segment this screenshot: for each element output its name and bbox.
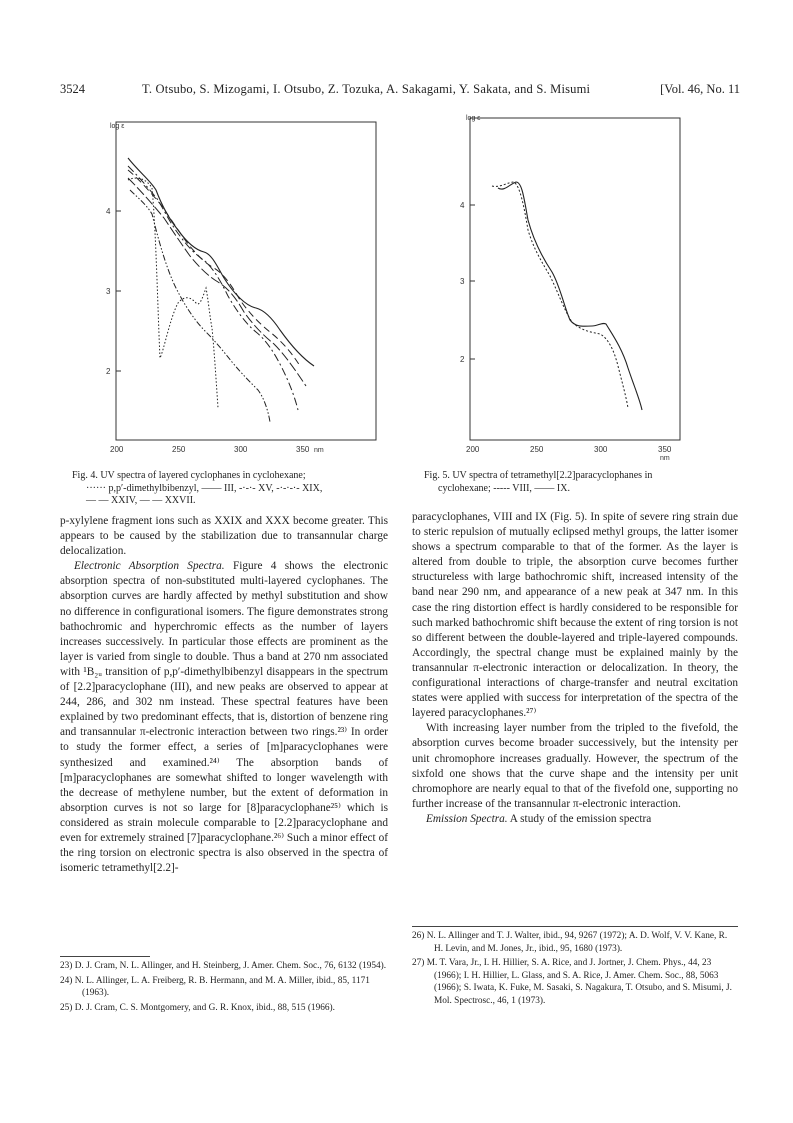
- footnote: 24) N. L. Allinger, L. A. Freiberg, R. B. Hermann, and M. A. Miller, ibid., 85, 1171 (1963).: [60, 975, 370, 998]
- fig4-caption-line: — — XXIV, — — XXVII.: [86, 495, 196, 506]
- fig5-xtick-250: 250: [530, 445, 544, 454]
- paragraph: With increasing layer number from the tripled to the fivefold, the absorption curves become broader successively, but the intensity per unit chromophore increases gradually. However, the spectrum of the sixfold one shows that the curve shape and the intensity per unit chromophore are nearly equal to that of the fivefold one, supporting no further increase of the transannular π-electronic interaction.: [412, 722, 738, 810]
- fig4-xtick-350: 350: [296, 445, 310, 454]
- fig4-curve-XXIV: [128, 170, 300, 366]
- page-number: 3524: [60, 82, 85, 96]
- fig5-caption-line: cyclohexane; ----- VIII, —— IX.: [438, 482, 570, 494]
- figure-4-caption: [72, 470, 392, 508]
- header-volume: [Vol. 46, No. 11: [660, 82, 740, 96]
- footnotes-right: [412, 930, 738, 1009]
- fig5-ytick-3: 3: [460, 277, 465, 286]
- fig5-xtick-300: 300: [594, 445, 608, 454]
- figure-4-plot: [100, 118, 390, 470]
- fig4-curve-XXVII: [128, 178, 306, 386]
- footnote: 23) D. J. Cram, N. L. Allinger, and H. Steinberg, J. Amer. Chem. Soc., 76, 6132 (1954).: [60, 961, 387, 971]
- left-column-body: [60, 514, 388, 876]
- fig5-xtick-200: 200: [466, 445, 480, 454]
- paragraph: [60, 559, 388, 876]
- fig4-curve-dimethylbibenzyl: [128, 178, 218, 408]
- fig4-xtick-300: 300: [234, 445, 248, 454]
- fig4-curve-XIX: [130, 190, 270, 422]
- figure-5-plot: [452, 110, 690, 462]
- figure-4: [100, 118, 390, 470]
- fig4-frame: [116, 122, 376, 440]
- paragraph: [412, 812, 738, 827]
- fig5-curve-VIII: [492, 182, 628, 408]
- fig5-xtick-350: 350: [658, 445, 672, 454]
- fig4-caption-line: ······ p,p′-dimethylbibenzyl, —— III, -·-·- XV, -·-·-·- XIX,: [86, 482, 323, 494]
- fig4-xtick-200: 200: [110, 445, 124, 454]
- footnote-rule-right: [412, 926, 738, 927]
- footnote: 27) M. T. Vara, Jr., I. H. Hillier, S. A. Rice, and J. Jortner, J. Chem. Phys., 44, 23 (1966); I. H. Hillier, L. Glass, and S. A. Rice, J. Amer. Chem. Soc., 88, 5063 (1966); S. Iwata, K. Fuke, M. Sasaki, S. Nagakura, T. Otsubo, and S. Misumi, J. Mol. Spectrosc., 46, 1 (1973).: [412, 958, 732, 1006]
- fig4-xunit: nm: [314, 447, 324, 454]
- paragraph: p-xylylene fragment ions such as XXIX and XXX become greater. This appears to be caused by the stabilization due to transannular charge delocalization.: [60, 515, 388, 558]
- fig4-xtick-250: 250: [172, 445, 186, 454]
- fig4-caption-line: Fig. 4. UV spectra of layered cyclophanes in cyclohexane;: [72, 470, 306, 481]
- fig4-ylabel: log ε: [110, 123, 125, 130]
- footnote: 25) D. J. Cram, C. S. Montgomery, and G. R. Knox, ibid., 88, 515 (1966).: [60, 1002, 335, 1013]
- fig5-caption-line: Fig. 5. UV spectra of tetramethyl[2.2]paracyclophanes in: [424, 470, 653, 481]
- right-column-body: [412, 510, 738, 827]
- fig5-xunit: nm: [660, 455, 670, 462]
- paragraph: paracyclophanes, VIII and IX (Fig. 5). In spite of severe ring strain due to steric repulsion of mutually eclipsed methyl groups, the latter isomer shows a spectrum comparable to that of the former. As the layer is altered from double to triple, the absorption curve becomes further structureless with large bathochromic shift, increased intensity of the band near 290 nm, and appearance of a new peak at 347 nm. In this case the ring distortion effect is hardly considered to be responsible for such marked bathochromic shift because the extent of ring torsion is not so different between the double-layered and triple-layered compounds. Accordingly, the spectral change must be explained mainly by the transannular π-electronic interaction or delocalization. In theory, the configurational interactions of charge-transfer and neutral excitation states were applied with success for interpretation of the spectra of the layered paracyclophanes.²⁷⁾: [412, 511, 738, 720]
- footnote: 26) N. L. Allinger and T. J. Walter, ibid., 94, 9267 (1972); A. D. Wolf, V. V. Kane, R. H. Levin, and M. Jones, Jr., ibid., 95, 1680 (1973).: [412, 931, 728, 954]
- footnote-rule-left: [60, 956, 150, 957]
- figure-5: [452, 110, 690, 462]
- fig5-ytick-2: 2: [460, 355, 465, 364]
- fig5-ytick-4: 4: [460, 201, 465, 210]
- header-authors: T. Otsubo, S. Mizogami, I. Otsubo, Z. Tozuka, A. Sakagami, Y. Sakata, and S. Misumi: [142, 82, 591, 96]
- paragraph-text: A study of the emission spectra: [509, 812, 652, 825]
- section-heading: Electronic Absorption Spectra.: [74, 560, 225, 573]
- fig4-ytick-3: 3: [106, 287, 111, 296]
- fig4-ytick-2: 2: [106, 367, 111, 376]
- footnotes-left: [60, 960, 388, 1016]
- fig4-ytick-4: 4: [106, 207, 111, 216]
- fig5-ylabel: log ε: [466, 115, 481, 122]
- section-heading: Emission Spectra.: [426, 812, 508, 825]
- fig5-frame: [470, 118, 680, 440]
- figure-5-caption: [424, 470, 734, 495]
- paragraph-text: Figure 4 shows the electronic absorption spectra of non-substituted multi-layered cyclophanes. The absorption curves are hardly affected by methyl substitution and show no difference in configurational isomers. The figure demonstrates strong bathochromic and hyperchromic effects as the number of layers increases successively. In particular those effects are prominent as the layer is varied from single to double. Thus a band at 270 nm associated with ¹B₂ᵤ transition of p,p′-dimethylbibenzyl disappears in the spectrum of [2.2]paracyclophane (III), and new peaks are observed to appear at 244, 286, and 302 nm instead. These spectral features have been explained by two predominant effects, that is, distortion of benzene ring and transannular π-electronic interaction between two rings.²³⁾ In order to study the former effect, a series of [m]paracyclophanes were synthesized and examined.²⁴⁾ The absorption bands of [m]paracyclophanes are somewhat shifted to longer wavelength with the decrease of methylene number, but the extent of deformation in absorption curves is not so large for [8]paracyclophane²⁵⁾ which is considered as strain molecule comparable to [2.2]paracyclophane and even for extremely strained [7]paracyclophane.²⁶⁾ Such a minor effect of the ring torsion on electronic spectra is also observed in the spectra of isomeric tetramethyl[2.2]-: [60, 560, 388, 875]
